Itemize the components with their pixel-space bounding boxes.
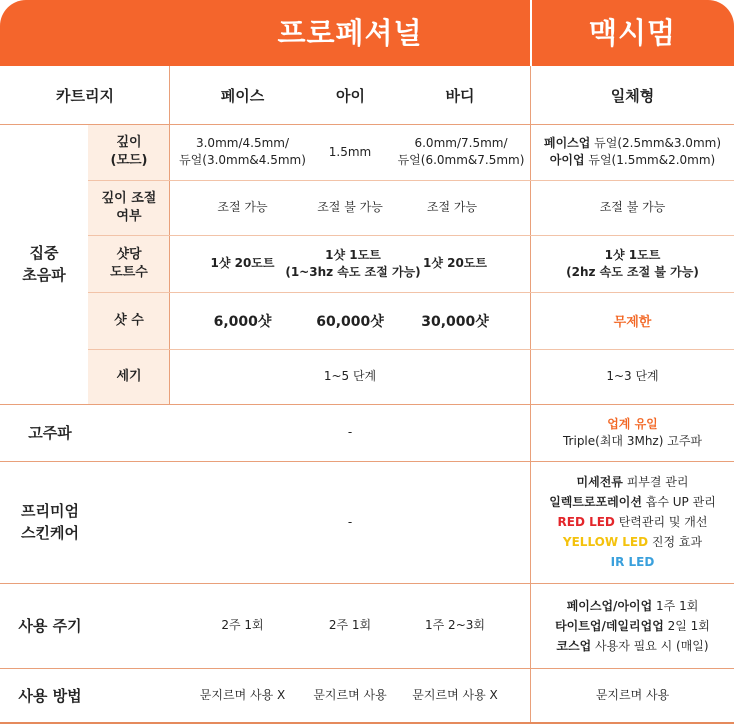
cycle-item-label: 타이트업/데일리업업	[555, 618, 664, 633]
face-depth: 3.0mm/4.5mm/ 듀얼(3.0mm&4.5mm)	[179, 136, 306, 167]
pro-intensity: 1~5 단계	[323, 369, 377, 383]
header-bar	[0, 0, 734, 66]
rf-unique-badge: 업계 유일	[607, 416, 658, 431]
body-header: 바디	[445, 86, 475, 105]
max-intensity: 1~3 단계	[606, 369, 659, 383]
max-depth	[531, 124, 734, 180]
electroporation-desc: 흡수 UP 관리	[641, 495, 716, 509]
premium-label: 프리미엄 스킨케어	[21, 502, 79, 542]
divider	[0, 583, 734, 584]
hifu-label: 집중 초음파	[22, 244, 66, 284]
cycle-item	[567, 596, 699, 616]
eye-dots: 1샷 1도트 (1~3hz 속도 조절 가능)	[285, 247, 421, 279]
eye-depth-adjust: 조절 불 가능	[317, 200, 383, 214]
professional-title: 프로페셔널	[277, 16, 423, 50]
yellow-led-desc: 진정 효과	[648, 535, 703, 549]
body-dots: 1샷 20도트	[422, 256, 487, 270]
divider	[88, 180, 734, 181]
cycle-item	[555, 616, 710, 636]
premium-item	[563, 532, 702, 552]
max-dots: 1샷 1도트 (2hz 속도 조절 불 가능)	[566, 247, 699, 279]
divider	[0, 668, 734, 669]
divider	[88, 235, 734, 236]
divider	[0, 722, 734, 724]
red-led-desc: 탄력관리 및 개선	[614, 515, 708, 529]
body-cycle: 1주 2~3회	[425, 618, 485, 632]
face-header: 페이스	[220, 86, 265, 105]
divider	[0, 124, 734, 125]
max-rf	[531, 404, 734, 461]
body-shots: 30,000샷	[421, 313, 489, 330]
body-depth-adjust: 조절 가능	[426, 200, 478, 214]
cycle-item-value: 2일 1회	[663, 618, 710, 633]
max-method: 문지르며 사용	[595, 687, 670, 702]
faceup-label: 페이스업	[543, 136, 591, 150]
maximum-title: 맥시멈	[588, 16, 677, 50]
max-shots: 무제한	[613, 315, 652, 330]
max-depth-adjust: 조절 불 가능	[599, 200, 666, 214]
max-cycle	[531, 583, 734, 668]
max-premium	[531, 461, 734, 583]
cycle-item-label: 코스업	[556, 638, 592, 653]
cycle-label: 사용 주기	[18, 617, 82, 635]
rf-label: 고주파	[28, 424, 72, 442]
premium-item	[577, 472, 689, 492]
cycle-item-value: 사용자 필요 시 (매일)	[591, 638, 709, 653]
body-method: 문지르며 사용 X	[412, 687, 498, 702]
divider	[88, 292, 734, 293]
premium-item	[549, 492, 716, 512]
dots-label: 샷당 도트수	[110, 246, 148, 280]
face-depth-adjust: 조절 가능	[217, 200, 268, 214]
face-method: 문지르며 사용 X	[199, 687, 286, 702]
microcurrent-label: 미세전류	[576, 475, 623, 489]
cycle-item	[556, 636, 708, 656]
divider	[0, 404, 734, 405]
eye-cycle: 2주 1회	[328, 618, 372, 632]
divider	[530, 66, 531, 722]
face-cycle: 2주 1회	[221, 618, 264, 632]
cycle-item-label: 페이스업/아이업	[566, 598, 653, 613]
cycle-item-value: 1주 1회	[652, 598, 699, 613]
depth-adjust-label: 깊이 조절 여부	[101, 190, 157, 224]
premium-item	[558, 512, 708, 532]
eye-header: 아이	[336, 86, 365, 105]
face-dots: 1샷 20도트	[210, 256, 275, 270]
electroporation-label: 일렉트로포레이션	[549, 495, 642, 509]
allinone-header: 일체형	[610, 86, 655, 105]
eye-shots: 60,000샷	[316, 313, 384, 330]
divider	[88, 349, 734, 350]
ir-led-label: IR LED	[610, 555, 655, 569]
body-depth: 6.0mm/7.5mm/ 듀얼(6.0mm&7.5mm)	[397, 136, 525, 167]
eyeup-label: 아이업	[549, 153, 585, 167]
pro-rf: -	[347, 425, 353, 439]
method-label: 사용 방법	[18, 686, 82, 705]
faceup-depth: 듀얼(2.5mm&3.0mm)	[590, 136, 722, 150]
cartridge-header: 카트리지	[56, 86, 114, 105]
premium-item	[611, 552, 655, 572]
eye-method: 문지르며 사용	[313, 687, 387, 702]
divider	[0, 461, 734, 462]
red-led-label: RED LED	[557, 515, 615, 529]
yellow-led-label: YELLOW LED	[562, 535, 649, 549]
face-shots: 6,000샷	[213, 313, 272, 330]
microcurrent-desc: 피부결 관리	[622, 475, 689, 489]
intensity-label: 세기	[116, 368, 142, 384]
eye-depth: 1.5mm	[328, 144, 372, 159]
rf-desc: Triple(최대 3Mhz) 고주파	[562, 433, 702, 448]
eyeup-depth: 듀얼(1.5mm&2.0mm)	[584, 153, 716, 167]
pro-premium: -	[347, 514, 353, 529]
shots-label: 샷 수	[114, 312, 144, 328]
depth-label: 깊이 (모드)	[110, 135, 148, 168]
